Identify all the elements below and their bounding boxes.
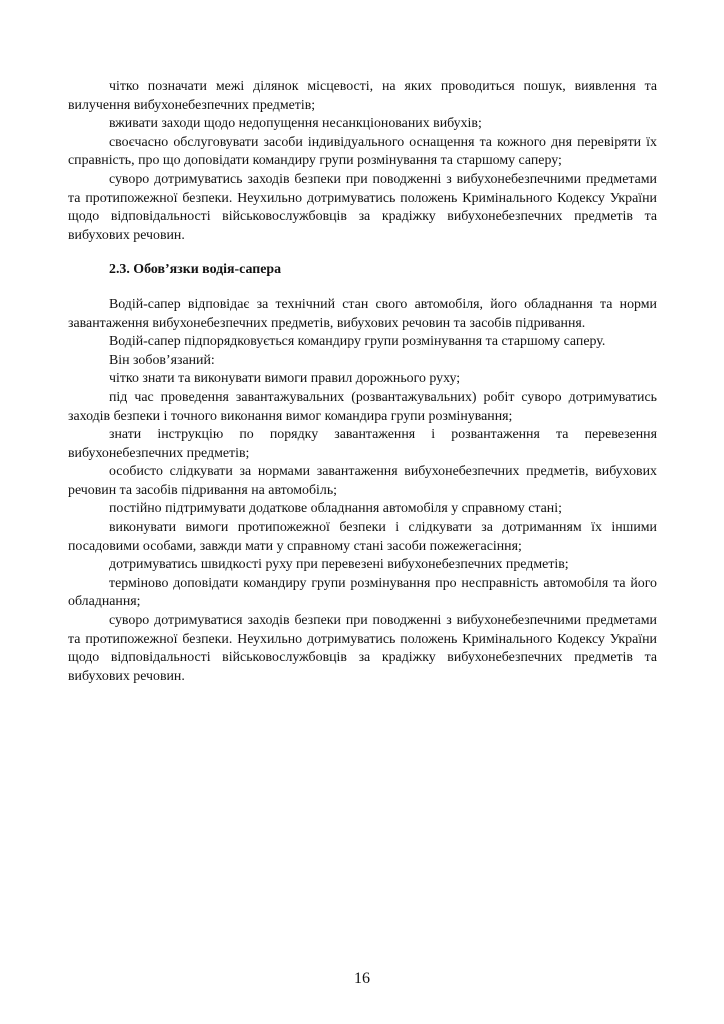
paragraph: терміново доповідати командиру групи розмінування про несправність автомобіля та його обладнання; — [68, 575, 657, 610]
paragraph: Водій-сапер підпорядковується командиру групи розмінування та старшому саперу. — [109, 334, 606, 350]
paragraph: знати інструкцію по порядку завантаження і розвантаження та перевезення вибухонебезпечних предметів; — [68, 427, 657, 461]
paragraph: вживати заходи щодо недопущення несанкціонованих вибухів; — [109, 116, 482, 132]
paragraph: постійно підтримувати додаткове обладнання автомобіля у справному стані; — [109, 501, 562, 517]
paragraph: Він зобов’язаний: — [109, 352, 215, 368]
paragraph: своєчасно обслуговувати засоби індивідуального оснащення та кожного дня перевіряти їх справність, про що доповідати командиру групи розмінування та старшому саперу; — [68, 134, 657, 169]
paragraph: дотримуватись швидкості руху при перевезені вибухонебезпечних предметів; — [109, 557, 569, 573]
paragraph: Водій-сапер відповідає за технічний стан свого автомобіля, його обладнання та норми завантаження вибухонебезпечних предметів, вибухових речовин та засобів підривання. — [68, 296, 657, 331]
paragraph: під час проведення завантажувальних (розвантажувальних) робіт суворо дотримуватись заходів безпеки і точного виконання вимог командира групи розмінування; — [68, 389, 657, 424]
paragraph: суворо дотримуватись заходів безпеки при поводженні з вибухонебезпечними предметами та протипожежної безпеки. Неухильно дотримуватись положень Кримінального Кодексу України щодо відповідальності військовослужбовців за крадіжку вибухонебезпечних предметів та вибухових речовин. — [68, 171, 657, 243]
paragraph: чітко позначати межі ділянок місцевості, на яких проводиться пошук, виявлення та вилучення вибухонебезпечних предметів; — [68, 79, 657, 113]
section-body — [68, 296, 657, 686]
page-body — [68, 78, 657, 686]
paragraph: суворо дотримуватися заходів безпеки при поводженні з вибухонебезпечними предметами та протипожежної безпеки. Неухильно дотримуватись положень Кримінального Кодексу України щодо відповідальності військовослужбовців за крадіжку вибухонебезпечних предметів та вибухових речовин. — [68, 613, 657, 684]
paragraph: чітко знати та виконувати вимоги правил дорожнього руху; — [109, 371, 461, 387]
paragraph: особисто слідкувати за нормами завантаження вибухонебезпечних предметів, вибухових речовин та засобів підривання на автомобіль; — [68, 464, 657, 498]
paragraph: виконувати вимоги протипожежної безпеки і слідкувати за дотриманням їх іншими посадовими особами, завжди мати у справному стані засоби пожежегасіння; — [68, 520, 657, 554]
page-number: 16 — [354, 970, 370, 987]
section-heading: 2.3. Обов’язки водія-сапера — [109, 262, 282, 278]
